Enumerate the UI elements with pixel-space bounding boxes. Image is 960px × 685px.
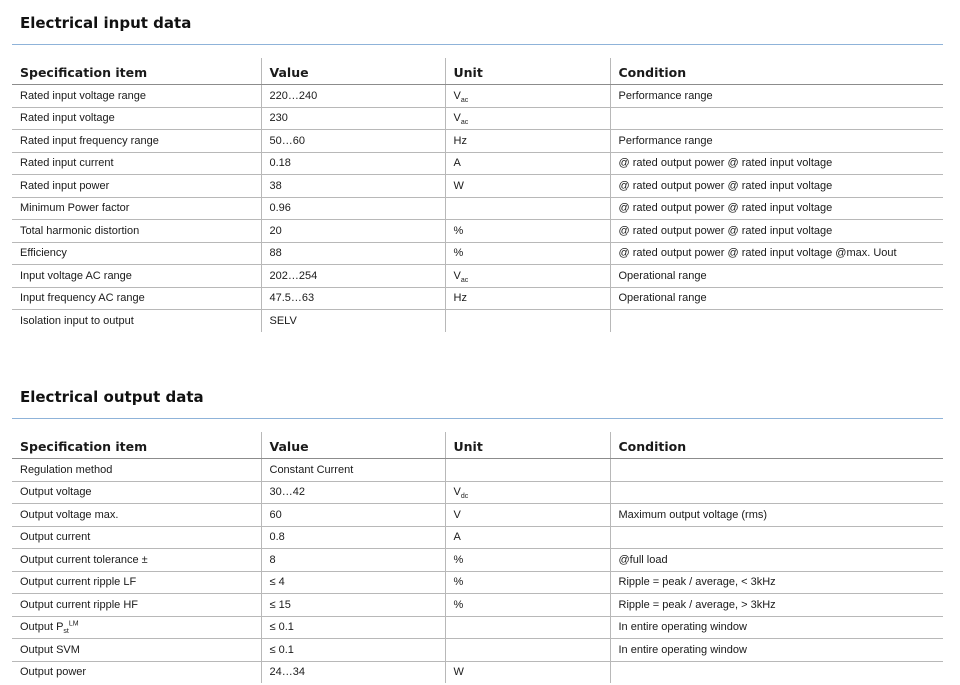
item-text: Rated input power [20, 179, 110, 192]
cell-condition [610, 526, 943, 549]
cell-specification-item [12, 175, 261, 198]
input-spec-table [12, 58, 943, 332]
item-text: Total harmonic distortion [20, 224, 140, 237]
cell-condition [610, 459, 943, 482]
table-row [12, 594, 943, 617]
cell-unit [445, 287, 610, 310]
value-text: 0.18 [269, 157, 291, 170]
cell-unit [445, 310, 610, 332]
item-text: Rated input frequency range [20, 134, 159, 147]
unit-text: % [453, 598, 464, 611]
table-row [12, 242, 943, 265]
condition-text: Ripple = peak / average, > 3kHz [618, 598, 776, 611]
cell-value [261, 481, 445, 504]
unit-text: % [453, 576, 464, 589]
item-text: Output current tolerance ± [20, 553, 148, 566]
table-row [12, 287, 943, 310]
table-header-row [12, 58, 943, 85]
header-value: Value [261, 432, 445, 459]
item-superscript: LM [68, 620, 79, 628]
cell-specification-item [12, 481, 261, 504]
value-text: 0.8 [269, 531, 285, 544]
cell-condition [610, 504, 943, 527]
cell-unit [445, 661, 610, 683]
cell-unit [445, 459, 610, 482]
cell-value [261, 661, 445, 683]
cell-unit [445, 242, 610, 265]
header-specification-item: Specification item [12, 432, 261, 459]
cell-specification-item [12, 616, 261, 639]
header-value: Value [261, 58, 445, 85]
cell-specification-item [12, 130, 261, 153]
unit-text: V [453, 89, 461, 102]
cell-condition [610, 242, 943, 265]
table-row [12, 459, 943, 482]
unit-subscript: ac [460, 119, 469, 127]
item-text: Input voltage AC range [20, 269, 132, 282]
value-text: 202…254 [269, 269, 318, 282]
value-text: 50…60 [269, 134, 305, 147]
item-text: Output voltage max. [20, 508, 119, 521]
condition-text: Operational range [618, 269, 707, 282]
cell-specification-item [12, 661, 261, 683]
cell-unit [445, 616, 610, 639]
value-text: ≤ 0.1 [269, 643, 294, 656]
cell-specification-item [12, 526, 261, 549]
cell-unit [445, 526, 610, 549]
cell-value [261, 616, 445, 639]
condition-text: Operational range [618, 292, 707, 305]
condition-text: @ rated output power @ rated input voltage [618, 202, 833, 215]
condition-text: Ripple = peak / average, < 3kHz [618, 576, 776, 589]
unit-text: % [453, 224, 464, 237]
cell-value [261, 152, 445, 175]
unit-text: % [453, 553, 464, 566]
condition-text: Maximum output voltage (rms) [618, 508, 768, 521]
table-row [12, 152, 943, 175]
table-row [12, 220, 943, 243]
item-text: Rated input voltage range [20, 89, 146, 102]
cell-value [261, 594, 445, 617]
table-row [12, 639, 943, 662]
cell-unit [445, 175, 610, 198]
header-condition: Condition [610, 432, 943, 459]
cell-condition [610, 152, 943, 175]
cell-value [261, 265, 445, 288]
cell-specification-item [12, 265, 261, 288]
cell-specification-item [12, 639, 261, 662]
cell-condition [610, 310, 943, 332]
condition-text: @ rated output power @ rated input voltage [618, 224, 833, 237]
cell-unit [445, 130, 610, 153]
cell-value [261, 107, 445, 130]
unit-text: W [453, 666, 464, 679]
cell-value [261, 220, 445, 243]
value-text: SELV [269, 314, 297, 327]
condition-text: Performance range [618, 89, 713, 102]
value-text: 30…42 [269, 486, 305, 499]
condition-text: Performance range [618, 134, 713, 147]
cell-specification-item [12, 310, 261, 332]
item-text: Output SVM [20, 643, 80, 656]
unit-text: A [453, 531, 461, 544]
item-text: Minimum Power factor [20, 202, 130, 215]
cell-specification-item [12, 504, 261, 527]
value-text: 0.96 [269, 202, 291, 215]
output-title-rule [12, 418, 943, 419]
cell-specification-item [12, 220, 261, 243]
unit-text: Hz [453, 292, 467, 305]
table-row [12, 130, 943, 153]
cell-condition [610, 107, 943, 130]
header-condition: Condition [610, 58, 943, 85]
cell-unit [445, 481, 610, 504]
cell-condition [610, 639, 943, 662]
cell-unit [445, 107, 610, 130]
header-unit: Unit [445, 58, 610, 85]
table-row [12, 504, 943, 527]
value-text: Constant Current [269, 463, 354, 476]
cell-unit [445, 639, 610, 662]
table-row [12, 661, 943, 683]
value-text: ≤ 4 [269, 576, 285, 589]
item-text: Output current ripple HF [20, 598, 138, 611]
table-row [12, 197, 943, 220]
cell-unit [445, 265, 610, 288]
table-row [12, 107, 943, 130]
cell-condition [610, 571, 943, 594]
cell-specification-item [12, 571, 261, 594]
condition-text: @ rated output power @ rated input voltage @max. Uout [618, 247, 897, 260]
table-row [12, 571, 943, 594]
table-header-row [12, 432, 943, 459]
cell-specification-item [12, 197, 261, 220]
cell-value [261, 571, 445, 594]
item-text: Isolation input to output [20, 314, 134, 327]
cell-value [261, 242, 445, 265]
table-row [12, 481, 943, 504]
value-text: ≤ 0.1 [269, 621, 294, 634]
cell-unit [445, 220, 610, 243]
item-text: Efficiency [20, 247, 67, 260]
value-text: 8 [269, 553, 276, 566]
unit-text: A [453, 157, 461, 170]
header-specification-item: Specification item [12, 58, 261, 85]
cell-condition [610, 594, 943, 617]
table-row [12, 616, 943, 639]
item-text: Output P [20, 621, 64, 634]
output-section-title: Electrical output data [20, 388, 204, 406]
item-text: Input frequency AC range [20, 292, 145, 305]
cell-specification-item [12, 459, 261, 482]
cell-condition [610, 549, 943, 572]
item-text: Rated input current [20, 157, 114, 170]
input-title-rule [12, 44, 943, 45]
cell-condition [610, 616, 943, 639]
cell-value [261, 459, 445, 482]
cell-value [261, 85, 445, 108]
cell-value [261, 549, 445, 572]
unit-subscript: ac [460, 276, 469, 284]
table-row [12, 526, 943, 549]
cell-condition [610, 265, 943, 288]
cell-specification-item [12, 85, 261, 108]
unit-text: V [453, 112, 461, 125]
unit-text: V [453, 486, 461, 499]
cell-unit [445, 152, 610, 175]
table-row [12, 549, 943, 572]
unit-text: W [453, 179, 464, 192]
cell-condition [610, 481, 943, 504]
cell-condition [610, 85, 943, 108]
cell-value [261, 287, 445, 310]
cell-specification-item [12, 549, 261, 572]
cell-specification-item [12, 242, 261, 265]
cell-value [261, 310, 445, 332]
value-text: 88 [269, 247, 282, 260]
item-subscript: st [63, 628, 69, 636]
cell-condition [610, 287, 943, 310]
unit-text: V [453, 269, 461, 282]
cell-value [261, 130, 445, 153]
value-text: 230 [269, 112, 288, 125]
input-section-title: Electrical input data [20, 14, 192, 32]
cell-unit [445, 549, 610, 572]
condition-text: @ rated output power @ rated input voltage [618, 157, 833, 170]
item-text: Rated input voltage [20, 112, 115, 125]
cell-specification-item [12, 152, 261, 175]
cell-specification-item [12, 594, 261, 617]
unit-text: V [453, 508, 461, 521]
value-text: 20 [269, 224, 282, 237]
cell-value [261, 197, 445, 220]
cell-condition [610, 175, 943, 198]
value-text: 60 [269, 508, 282, 521]
output-spec-table [12, 432, 943, 683]
unit-text: Hz [453, 134, 467, 147]
cell-unit [445, 504, 610, 527]
cell-unit [445, 594, 610, 617]
table-row [12, 85, 943, 108]
cell-value [261, 504, 445, 527]
item-text: Output voltage [20, 486, 92, 499]
cell-unit [445, 571, 610, 594]
cell-specification-item [12, 287, 261, 310]
cell-value [261, 639, 445, 662]
value-text: 38 [269, 179, 282, 192]
cell-value [261, 526, 445, 549]
cell-condition [610, 220, 943, 243]
item-text: Regulation method [20, 463, 113, 476]
condition-text: In entire operating window [618, 621, 747, 634]
unit-text: % [453, 247, 464, 260]
value-text: ≤ 15 [269, 598, 291, 611]
item-text: Output current [20, 531, 91, 544]
cell-specification-item [12, 107, 261, 130]
cell-condition [610, 130, 943, 153]
value-text: 24…34 [269, 666, 305, 679]
unit-subscript: dc [460, 493, 469, 501]
table-row [12, 310, 943, 332]
cell-condition [610, 661, 943, 683]
cell-condition [610, 197, 943, 220]
condition-text: In entire operating window [618, 643, 747, 656]
cell-unit [445, 85, 610, 108]
value-text: 47.5…63 [269, 292, 315, 305]
table-row [12, 175, 943, 198]
condition-text: @full load [618, 553, 668, 566]
cell-unit [445, 197, 610, 220]
header-unit: Unit [445, 432, 610, 459]
cell-value [261, 175, 445, 198]
unit-subscript: ac [460, 96, 469, 104]
table-row [12, 265, 943, 288]
condition-text: @ rated output power @ rated input voltage [618, 179, 833, 192]
item-text: Output power [20, 666, 87, 679]
item-text: Output current ripple LF [20, 576, 137, 589]
value-text: 220…240 [269, 89, 318, 102]
